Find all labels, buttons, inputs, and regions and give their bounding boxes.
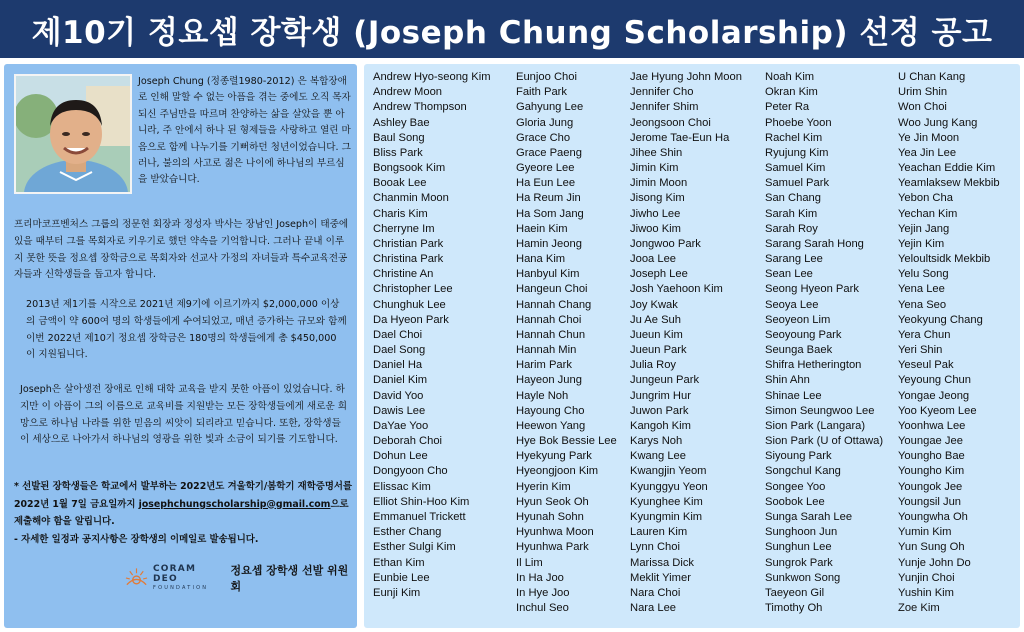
scholar-name: Nara Choi [630,586,681,599]
scholar-name: Christine An [373,268,434,281]
scholar-list-panel [364,64,1020,628]
scholar-name: Sunghun Lee [765,541,832,554]
scholar-name: Jerome Tae-Eun Ha [630,131,730,144]
scholar-name: Yushin Kim [898,586,954,599]
scholar-name: Kyunghee Kim [630,495,703,508]
scholar-name: Timothy Oh [765,602,823,615]
scholar-name: In Ha Joo [516,571,564,584]
scholar-name: Hyunhwa Park [516,541,589,554]
scholar-name: Harim Park [516,359,572,372]
name-column-3 [630,70,742,616]
scholar-name: Won Choi [898,101,947,114]
scholar-name: Jungeun Park [630,374,700,387]
scholar-name: Ju Ae Suh [630,313,682,326]
scholar-name: Ryujung Kim [765,146,829,159]
scholar-name: Sungrok Park [765,556,833,569]
scholar-name: Hyerin Kim [516,480,571,493]
scholar-name: Urim Shin [898,86,948,99]
scholar-name: Songchul Kang [765,465,841,478]
left-panel [4,64,357,628]
scholar-name: Youngho Bae [898,450,965,463]
scholar-name: Nara Lee [630,602,677,615]
scholar-name: Siyoung Park [765,450,832,463]
scholar-name: Hyekyung Park [516,450,592,463]
scholar-name: Youngho Kim [898,465,965,478]
scholar-name: Dawis Lee [373,404,426,417]
scholar-name: Yelu Song [898,268,949,281]
scholar-name: Chanmin Moon [373,192,449,205]
scholar-name: Gahyung Lee [516,101,584,114]
scholar-name: Kyunggyu Yeon [630,480,708,493]
scholar-name: Jennifer Cho [630,86,694,99]
scholar-name: Yoo Kyeom Lee [898,404,977,417]
scholar-name: Hayeon Jung [516,374,582,387]
scholar-name: Joseph Lee [630,268,688,281]
scholar-name: Meklit Yimer [630,571,691,584]
scholar-name: Yumin Kim [898,526,952,539]
scholar-name: Dohun Lee [373,450,428,463]
scholar-name: Peter Ra [765,101,810,114]
scholar-name: Yunje John Do [898,556,971,569]
scholar-name: Yeseul Pak [898,359,954,372]
scholar-name: Il Lim [516,556,543,569]
scholar-name: Kwangjin Yeom [630,465,707,478]
scholar-name: Hana Kim [516,253,566,266]
logo-name: CORAM DEO [153,564,197,584]
scholar-name: Hannah Chang [516,298,592,311]
scholar-name: Jiwoo Kim [630,222,681,235]
scholar-name: Youngok Jee [898,480,963,493]
scholar-name: Julia Roy [630,359,677,372]
scholar-name: Seoya Lee [765,298,819,311]
name-column-5 [898,70,1000,616]
scholar-name: Samuel Kim [765,162,826,175]
scholar-name: Jae Hyung John Moon [630,71,742,83]
scholar-name: Daniel Ha [373,359,423,372]
scholar-name: Elliot Shin-Hoo Kim [373,495,470,508]
scholar-name: Yebon Cha [898,192,953,205]
scholar-name: U Chan Kang [898,71,966,83]
scholar-name: Esther Sulgi Kim [373,541,456,554]
scholar-name: Andrew Moon [373,86,443,99]
notice-line-3: - 자세한 일정과 공지사항은 장학생의 이메일로 발송됩니다. [14,533,259,545]
scholar-name: Sarang Sarah Hong [765,237,864,250]
intro-text: Joseph Chung (정종렬1980-2012) 은 복합장애로 인해 말할 수 없는 아픔을 겪는 중에도 오직 목자 되신 주님만을 따르며 찬양하는 삶을 살았을 뿐 아니라, 주 안에서 하나 된 형제들을 사랑하고 열린 마음으로 함께 나누기를 기뻐하던 청년이었습니다. 그러나, 불의의 사고로 젊은 나이에 하나님의 부르심을 받았습니다. [138,76,351,186]
scholar-name: Yeri Shin [898,344,943,357]
scholar-name: Yun Sung Oh [898,541,965,554]
scholar-name: Jeongsoon Choi [630,116,711,129]
scholar-name: Jueun Park [630,344,687,357]
scholar-name: Jisong Kim [630,192,685,205]
scholar-name: Ha Eun Lee [516,177,576,190]
scholar-name: Yejin Jang [898,222,950,235]
scholar-name: Lynn Choi [630,541,680,554]
submission-notice [14,478,352,548]
scholar-name: Shifra Hetherington [765,359,862,372]
scholar-name: San Chang [765,192,821,205]
portrait-illustration [16,76,132,194]
scholar-name: Soobok Lee [765,495,825,508]
scholar-name: Hyunhwa Moon [516,526,594,539]
scholar-name: Woo Jung Kang [898,116,978,129]
scholar-name: Noah Kim [765,71,815,83]
scholar-name: Phoebe Yoon [765,116,832,129]
scholar-name: Christian Park [373,237,444,250]
paragraph-vision: 프리마코프벤처스 그룹의 정문현 회장과 정성자 박사는 장남인 Joseph이 태중에 있을 때부터 그를 목회자로 키우기로 했던 약속을 기억합니다. 그러나 끝내 이루지 못한 뜻을 정요셉 장학금으로 목회자와 선교사 가정의 자녀들과 특수교육전공자들과 신학생들을 돕고자 합니다. [14,219,349,281]
scholar-name: Jimin Kim [630,162,679,175]
scholar-name: Sarah Roy [765,222,818,235]
scholar-name: Grace Cho [516,131,571,144]
scholar-name: Bongsook Kim [373,162,446,175]
scholar-name: Hye Bok Bessie Lee [516,435,617,448]
scholar-name: Sion Park (U of Ottawa) [765,435,884,448]
scholar-name: Yera Chun [898,328,951,341]
scholar-name: Jooa Lee [630,253,677,266]
scholar-name: Hanbyul Kim [516,268,580,281]
scholar-name: Youngae Jee [898,435,963,448]
scholar-name: Elissac Kim [373,480,431,493]
scholar-name: Yongae Jeong [898,389,970,402]
notice-line-2: 으로 제출해야 함을 알립니다. [14,498,349,527]
scholar-name: Sunkwon Song [765,571,841,584]
scholar-name: Sion Park (Langara) [765,419,866,432]
scholar-name: Baul Song [373,131,425,144]
scholar-name: Youngsil Jun [898,495,962,508]
name-column-1 [373,70,491,601]
scholar-name: Kyungmin Kim [630,510,703,523]
scholar-name: Gloria Jung [516,116,574,129]
scholar-name: Jungrim Hur [630,389,691,402]
paragraph-prayer: Joseph은 살아생전 장애로 인해 대학 교육을 받지 못한 아픔이 있었습니다. 하지만 이 아픔이 그의 이름으로 교육비를 지원받는 모든 장학생들에게 새로운 희망으로 하나님 나라를 위한 믿음의 씨앗이 되리라고 믿습니다. 또한, 장학생들이 세상으로 나아가서 하나님의 영광을 위한 빛과 소금이 되기를 기도합니다. [20,384,348,446]
scholar-name: Sarang Lee [765,253,823,266]
scholar-name: Yena Seo [898,298,947,311]
scholar-name: Zoe Kim [898,602,940,615]
scholar-name: Eunbie Lee [373,571,430,584]
scholar-name: Ethan Kim [373,556,425,569]
scholar-name: Da Hyeon Park [373,313,449,326]
scholar-name: Kwang Lee [630,450,686,463]
scholar-name: Josh Yaehoon Kim [630,283,723,296]
scholar-name: Jihee Shin [630,146,683,159]
scholar-name: Ha Som Jang [516,207,584,220]
scholar-name: Songee Yoo [765,480,826,493]
coram-deo-sun-icon [124,565,149,591]
notice-line-1: * 선발된 장학생들은 학교에서 발부하는 2022년도 겨울학기/봄학기 재학증명서를 2022년 1월 7일 금요일까지 [14,481,353,510]
scholar-name: Christopher Lee [373,283,453,296]
scholar-name: Hyeongjoon Kim [516,465,599,478]
scholar-name: Cherryne Im [373,222,435,235]
scholar-name: Hangeun Choi [516,283,588,296]
scholar-name: Joy Kwak [630,298,678,311]
scholar-name: DaYae Yoo [373,419,429,432]
scholar-name: Haein Kim [516,222,568,235]
scholar-name: Jueun Kim [630,328,683,341]
scholar-name: Andrew Hyo-seong Kim [373,71,491,83]
scholar-name: Hannah Min [516,344,577,357]
scholar-name: Jongwoo Park [630,237,701,250]
scholar-name: In Hye Joo [516,586,570,599]
scholar-name: Dael Song [373,344,426,357]
scholar-name: Inchul Seo [516,602,569,615]
name-column-2 [516,70,617,616]
scholar-name: Seunga Baek [765,344,833,357]
scholar-name: Ha Reum Jin [516,192,581,205]
scholar-name: Yeyoung Chun [898,374,971,387]
scholar-name: Yunjin Choi [898,571,955,584]
scholar-name: Eunjoo Choi [516,71,577,83]
logo-text [153,564,223,592]
scholar-name: Jennifer Shim [630,101,699,114]
scholar-name: Eunji Kim [373,586,421,599]
committee-name: 정요셉 장학생 선발 위원회 [230,564,349,593]
scholar-name: Hayle Noh [516,389,569,402]
scholar-name: Christina Park [373,253,444,266]
scholar-name: Sunghoon Jun [765,526,838,539]
scholar-name: Dael Choi [373,328,423,341]
scholar-name: Faith Park [516,86,567,99]
scholar-name: Yejin Kim [898,237,945,250]
scholar-name: Grace Paeng [516,146,582,159]
scholar-name: Jiwho Lee [630,207,681,220]
scholar-name: Lauren Kim [630,526,688,539]
scholar-name: Bliss Park [373,146,423,159]
scholar-name: Simon Seungwoo Lee [765,404,875,417]
scholar-name: Gyeore Lee [516,162,575,175]
scholar-name: Deborah Choi [373,435,443,448]
scholar-name: Yoonhwa Lee [898,419,966,432]
scholar-name: Yeamlaksew Mekbib [898,177,1000,190]
scholar-name: Sean Lee [765,268,813,281]
scholar-name: Hayoung Cho [516,404,585,417]
scholar-name: Juwon Park [630,404,689,417]
scholar-name: Charis Kim [373,207,428,220]
scholar-name: Taeyeon Gil [765,586,825,599]
scholar-name: Andrew Thompson [373,101,467,114]
footer [124,564,354,592]
scholar-name: Ye Jin Moon [898,131,960,144]
scholar-name: Sunga Sarah Lee [765,510,853,523]
paragraph-history: 2013년 제1기를 시작으로 2021년 제9기에 이르기까지 $2,000,000 이상의 금액이 약 600여 명의 학생들에게 수여되었고, 매년 증가하는 규모와 함께 이번 2022년 제10기 정요셉 장학금은 180명의 학생들에게 총 $450,000 이 지원됩니다. [26,299,347,361]
scholar-name: Sarah Kim [765,207,818,220]
scholar-name: Daniel Kim [373,374,428,387]
scholar-name: Chunghuk Lee [373,298,446,311]
scholar-name: Seoyoung Park [765,328,842,341]
scholar-name: Yeachan Eddie Kim [898,162,996,175]
scholar-name: Hyun Seok Oh [516,495,589,508]
scholar-name: Kangoh Kim [630,419,691,432]
scholar-name: Yechan Kim [898,207,958,220]
portrait-photo [14,74,132,194]
scholar-name: Rachel Kim [765,131,823,144]
scholar-name: Samuel Park [765,177,830,190]
logo-sub: FOUNDATION [153,585,209,591]
scholar-name: Seong Hyeon Park [765,283,859,296]
scholar-name: Shin Ahn [765,374,810,387]
scholar-name: Ashley Bae [373,116,430,129]
scholar-name: Karys Noh [630,435,683,448]
scholar-name: Hyunah Sohn [516,510,584,523]
scholar-name: Yea Jin Lee [898,146,957,159]
scholar-name: Yena Lee [898,283,945,296]
scholar-name: Hamin Jeong [516,237,582,250]
scholar-name: Hannah Chun [516,328,586,341]
scholar-name: Youngwha Oh [898,510,968,523]
scholar-name: Shinae Lee [765,389,822,402]
scholar-name: Esther Chang [373,526,442,539]
name-column-4 [765,70,883,616]
scholar-name: Yeokyung Chang [898,313,983,326]
scholar-name: Booak Lee [373,177,427,190]
scholar-name: Jimin Moon [630,177,688,190]
contact-email-link[interactable]: josephchungscholarship@gmail.com [138,498,331,510]
scholar-name: Heewon Yang [516,419,586,432]
page-title: 제10기 정요셉 장학생 (Joseph Chung Scholarship) 선정 공고 [0,0,1024,58]
scholar-name: Emmanuel Trickett [373,510,466,523]
scholar-name: Yeloultsidk Mekbib [898,253,991,266]
scholar-name: Marissa Dick [630,556,695,569]
scholar-name: David Yoo [373,389,424,402]
scholar-name: Hannah Choi [516,313,582,326]
scholar-name: Seoyeon Lim [765,313,831,326]
scholar-name: Dongyoon Cho [373,465,448,478]
scholar-name: Okran Kim [765,86,818,99]
